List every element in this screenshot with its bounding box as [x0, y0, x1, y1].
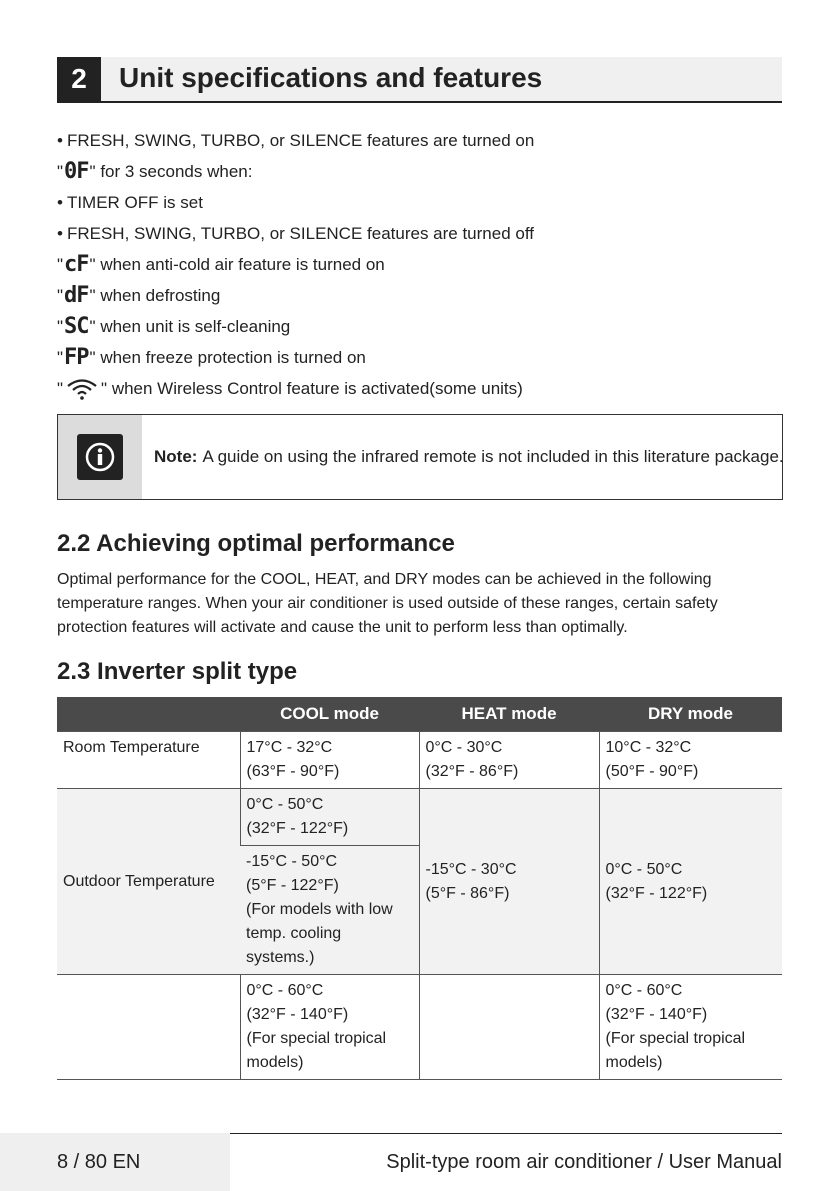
document-title: Split-type room air conditioner / User Manual	[386, 1151, 782, 1173]
display-code-FP: FP	[64, 344, 89, 370]
col-dry-mode: DRY mode	[599, 697, 782, 732]
wifi-icon	[65, 377, 99, 401]
table-row: 0°C - 60°C (32°F - 140°F) (For special tropical models) 0°C - 60°C (32°F - 140°F) (For special tropical models)	[57, 975, 782, 1080]
list-item: " cF " when anti-cold air feature is turned on	[57, 251, 385, 277]
col-cool-mode: COOL mode	[240, 697, 419, 732]
performance-paragraph: Optimal performance for the COOL, HEAT, and DRY modes can be achieved in the following temperature ranges. When your air conditioner is used outside of these ranges, certain safety protection features will activate and cause the unit to perform less than optimally.	[57, 571, 718, 636]
page-number: 8 / 80 EN	[57, 1151, 141, 1173]
list-item: " FP " when freeze protection is turned on	[57, 344, 366, 370]
row-label: Outdoor Temperature	[57, 789, 240, 975]
display-code-list	[57, 125, 782, 404]
row-label: Room Temperature	[57, 732, 240, 789]
table-row: -15°C - 50°C (5°F - 122°F) (For models with low temp. cooling systems.)	[57, 846, 782, 975]
list-item: • TIMER OFF is set	[57, 192, 203, 212]
section-number: 2	[57, 57, 101, 101]
col-heat-mode: HEAT mode	[419, 697, 599, 732]
list-item: " dF " when defrosting	[57, 282, 221, 308]
display-code-cF: cF	[64, 251, 89, 277]
display-code-dF: dF	[64, 282, 89, 308]
list-item: " 0F " for 3 seconds when:	[57, 158, 253, 184]
table-row: Room Temperature 17°C - 32°C (63°F - 90°F) 0°C - 30°C (32°F - 86°F) 10°C - 32°C (50°F - 90°F)	[57, 732, 782, 789]
page-footer	[0, 1133, 839, 1191]
section-2-2-title: 2.2 Achieving optimal performance	[57, 530, 455, 557]
display-code-0F: 0F	[64, 158, 89, 184]
section-2-3-title: 2.3 Inverter split type	[57, 658, 298, 685]
display-code-SC: SC	[64, 313, 89, 339]
info-icon	[77, 434, 123, 480]
note-text: A guide on using the infrared remote is not included in this literature package.	[202, 447, 784, 466]
temperature-table	[57, 697, 782, 1080]
table-row: Outdoor Temperature 0°C - 50°C (32°F - 122°F) -15°C - 30°C (5°F - 86°F) 0°C - 50°C (32°F - 122°F)	[57, 789, 782, 846]
section-title: Unit specifications and features	[119, 62, 543, 93]
section-header	[57, 57, 782, 103]
note-label: Note:	[154, 447, 198, 466]
table-header-row	[57, 697, 782, 732]
list-item: " SC " when unit is self-cleaning	[57, 313, 291, 339]
note-box	[57, 414, 783, 500]
list-item: • FRESH, SWING, TURBO, or SILENCE features are turned off	[57, 223, 534, 243]
list-item: " " when Wireless Control feature is activated(some units)	[57, 373, 782, 404]
list-item: • FRESH, SWING, TURBO, or SILENCE features are turned on	[57, 130, 535, 150]
